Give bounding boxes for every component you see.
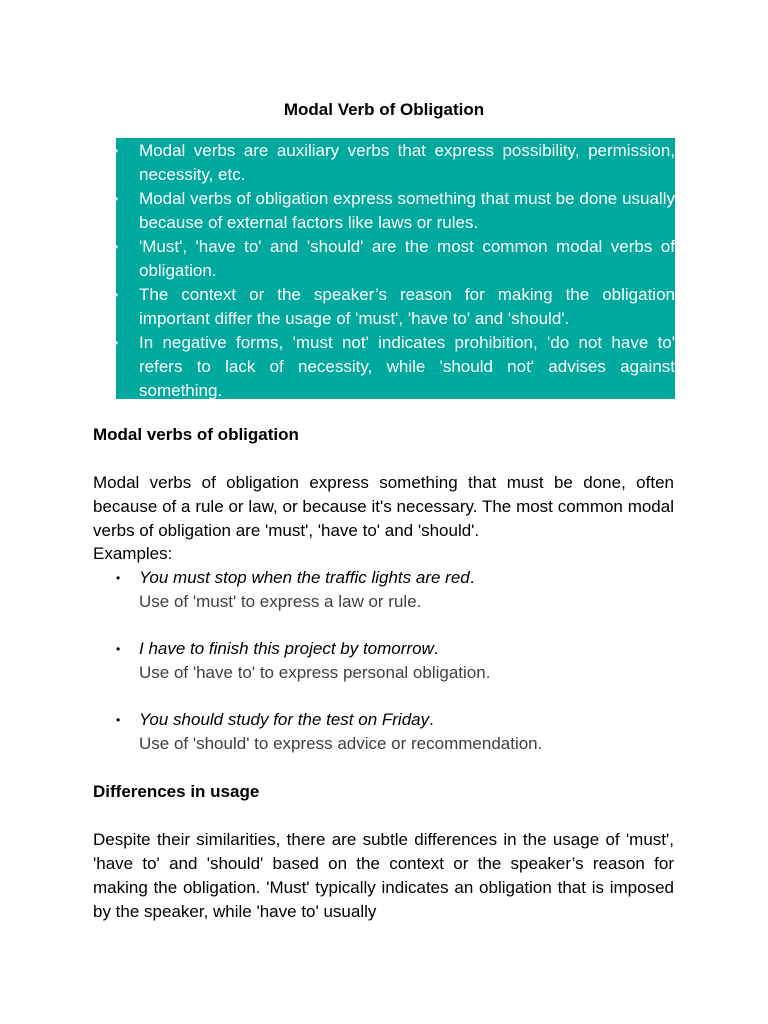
bullet-icon: • (116, 571, 121, 585)
bullet-icon: • (114, 288, 119, 302)
example-item (116, 637, 676, 685)
example-sentence-wrap (139, 708, 676, 732)
examples-label: Examples: (93, 544, 173, 563)
bullet-icon: • (114, 144, 119, 158)
example-sentence-wrap (139, 637, 676, 661)
example-item (116, 708, 676, 756)
example-sentence-wrap (139, 566, 676, 590)
summary-bullet-item (116, 139, 675, 187)
bullet-icon: • (114, 240, 119, 254)
summary-list (116, 139, 675, 403)
example-sentence: I have to finish this project by tomorrow (139, 639, 434, 658)
bullet-icon: • (116, 713, 121, 727)
bullet-icon: • (114, 192, 119, 206)
bullet-icon: • (114, 336, 119, 350)
summary-bullet-text: Modal verbs of obligation express something that must be done usually because of external factors like laws or rules. (139, 189, 675, 232)
summary-bullet-item (116, 235, 675, 283)
example-item (116, 566, 676, 614)
summary-bullet-text: The context or the speaker’s reason for making the obligation important differ the usage of 'must', 'have to' and 'should'. (139, 285, 675, 328)
example-note: Use of 'must' to express a law or rule. (139, 592, 422, 611)
summary-bullet-text: In negative forms, 'must not' indicates prohibition, 'do not have to' refers to lack of necessity, while 'should not' advises against something. (139, 333, 675, 400)
summary-bullet-item (116, 187, 675, 235)
section-heading-modal-verbs: Modal verbs of obligation (93, 425, 299, 444)
example-sentence: You must stop when the traffic lights are red (139, 568, 470, 587)
section2-paragraph: Despite their similarities, there are subtle differences in the usage of 'must', 'have to' and 'should' based on the context or the speaker’s reason for making the obligation. 'Must' typically indicates an obligation that is imposed by the speaker, while 'have to' usually (93, 830, 674, 921)
summary-bullet-text: Modal verbs are auxiliary verbs that express possibility, permission, necessity, etc. (139, 141, 675, 184)
section1-paragraph: Modal verbs of obligation express something that must be done, often because of a rule or law, or because it's necessary. The most common modal verbs of obligation are 'must', 'have to' and 'should'. (93, 473, 674, 540)
example-sentence-end: . (469, 568, 475, 587)
section-heading-differences: Differences in usage (93, 782, 260, 801)
summary-bullet-item (116, 283, 675, 331)
example-note: Use of 'have to' to express personal obligation. (139, 663, 491, 682)
example-note: Use of 'should' to express advice or recommendation. (139, 734, 543, 753)
example-sentence-end: . (433, 639, 439, 658)
document-title: Modal Verb of Obligation (283, 100, 485, 119)
bullet-icon: • (116, 642, 121, 656)
summary-bullet-text: 'Must', 'have to' and 'should' are the most common modal verbs of obligation. (139, 237, 675, 280)
example-sentence: You should study for the test on Friday (139, 710, 430, 729)
summary-box (116, 138, 675, 399)
example-sentence-end: . (429, 710, 434, 729)
summary-bullet-item (116, 331, 675, 403)
